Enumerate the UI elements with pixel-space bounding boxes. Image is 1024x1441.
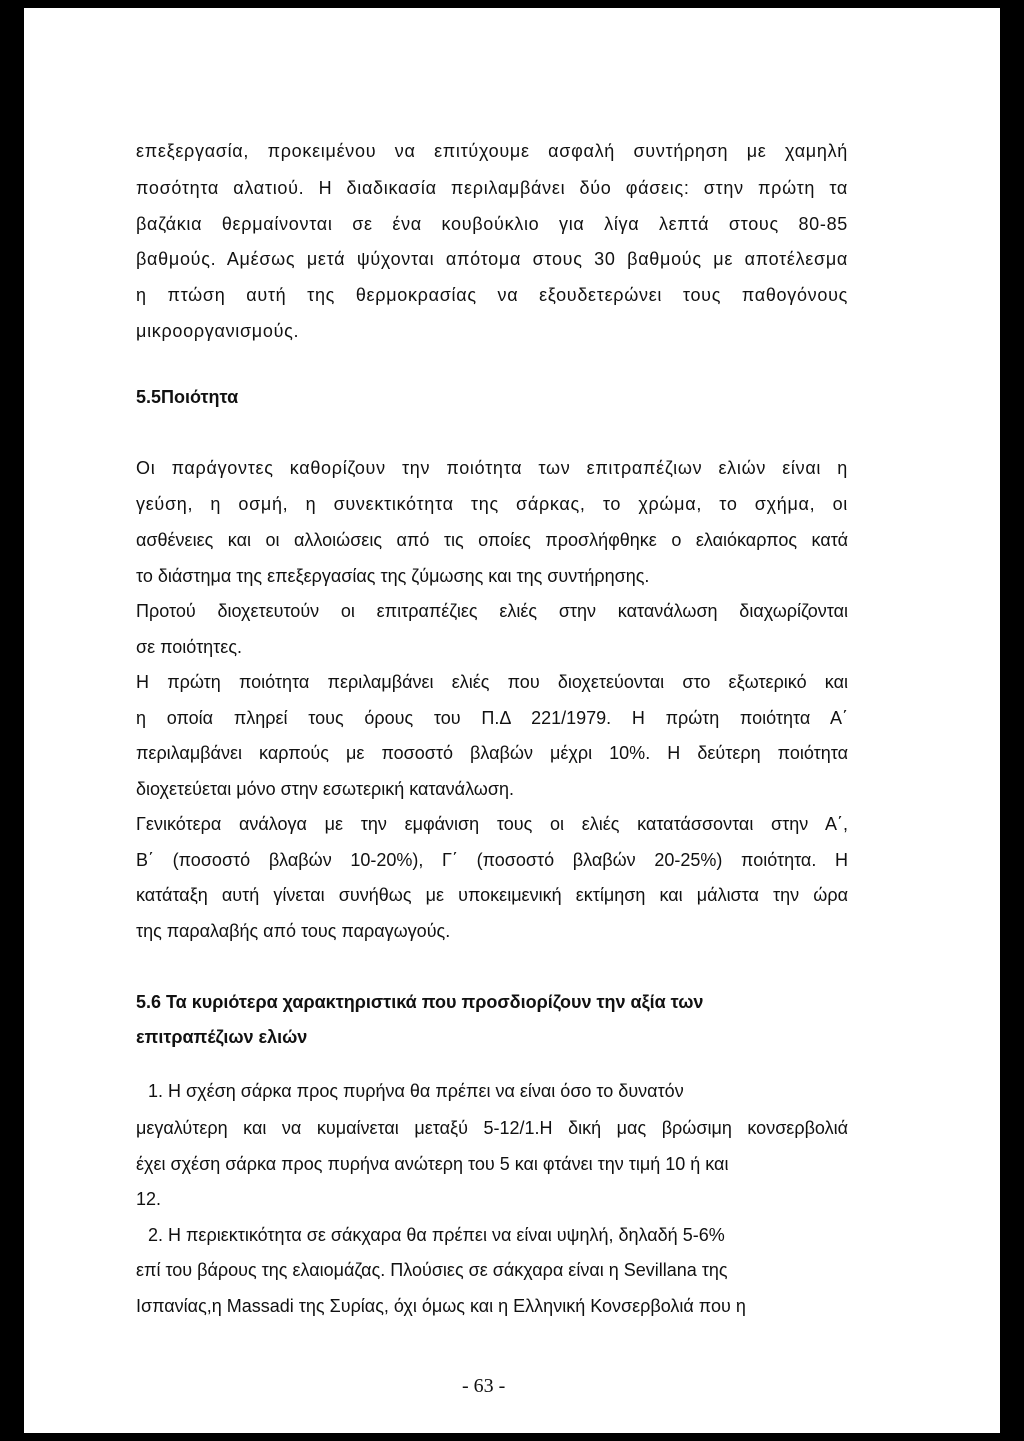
paragraph-line: Γενικότερα ανάλογα με την εμφάνιση τους οι ελιές κατατάσσονται στην Α΄, (136, 814, 848, 834)
paragraph-line: επεξεργασία, προκειμένου να επιτύχουμε ασφαλή συντήρηση με χαμηλή (136, 141, 848, 161)
paragraph-line: της παραλαβής από τους παραγωγούς. (136, 921, 451, 941)
list-item-line: 1. Η σχέση σάρκα προς πυρήνα θα πρέπει να είναι όσο το δυνατόν (148, 1081, 684, 1101)
paragraph-line: Β΄ (ποσοστό βλαβών 10-20%), Γ΄ (ποσοστό βλαβών 20-25%) ποιότητα. Η (136, 850, 848, 870)
paragraph-line: ασθένειες και οι αλλοιώσεις από τις οποίες προσλήφθηκε ο ελαιόκαρπος κατά (136, 530, 848, 550)
list-item-line: έχει σχέση σάρκα προς πυρήνα ανώτερη του 5 και φτάνει την τιμή 10 ή και (136, 1154, 729, 1174)
section-heading: 5.6 Τα κυριότερα χαρακτηριστικά που προσδιορίζουν την αξία των (136, 992, 704, 1012)
list-item-line: επί του βάρους της ελαιομάζας. Πλούσιες σε σάκχαρα είναι η Sevillana της (136, 1260, 728, 1280)
paragraph-line: ποσότητα αλατιού. Η διαδικασία περιλαμβάνει δύο φάσεις: στην πρώτη τα (136, 178, 848, 198)
paragraph-line: Η πρώτη ποιότητα περιλαμβάνει ελιές που διοχετεύονται στο εξωτερικό και (136, 672, 848, 692)
paragraph-line: Οι παράγοντες καθορίζουν την ποιότητα των επιτραπέζιων ελιών είναι η (136, 458, 848, 478)
paragraph-line: μικροοργανισμούς. (136, 321, 300, 341)
list-item-line: 12. (136, 1189, 162, 1209)
list-item-line: Ισπανίας,η Massadi της Συρίας, όχι όμως και η Ελληνική Κονσερβολιά που η (136, 1296, 746, 1316)
document-page (24, 8, 1000, 1433)
paragraph-line: η πτώση αυτή της θερμοκρασίας να εξουδετερώνει τους παθογόνους (136, 285, 848, 305)
section-number: 5.5 (136, 387, 162, 407)
list-item-line: μεγαλύτερη και να κυμαίνεται μεταξύ 5-12/1.Η δική μας βρώσιμη κονσερβολιά (136, 1118, 848, 1138)
paragraph-line: βαζάκια θερμαίνονται σε ένα κουβούκλιο για λίγα λεπτά στους 80-85 (136, 214, 848, 234)
section-heading (136, 386, 238, 408)
list-item-line: 2. Η περιεκτικότητα σε σάκχαρα θα πρέπει να είναι υψηλή, δηλαδή 5-6% (148, 1225, 725, 1245)
page-number: - 63 - (462, 1375, 506, 1397)
paragraph-line: βαθμούς. Αμέσως μετά ψύχονται απότομα στους 30 βαθμούς με αποτέλεσμα (136, 249, 848, 269)
paragraph-line: κατάταξη αυτή γίνεται συνήθως με υποκειμενική εκτίμηση και μάλιστα την ώρα (136, 885, 848, 905)
paragraph-line: γεύση, η οσμή, η συνεκτικότητα της σάρκας, το χρώμα, το σχήμα, οι (136, 494, 848, 514)
section-heading-continued: επιτραπέζιων ελιών (136, 1027, 308, 1047)
paragraph-line: η οποία πληρεί τους όρους του Π.Δ 221/1979. Η πρώτη ποιότητα Α΄ (136, 708, 848, 728)
paragraph-line: περιλαμβάνει καρπούς με ποσοστό βλαβών μέχρι 10%. Η δεύτερη ποιότητα (136, 743, 848, 763)
paragraph-line: σε ποιότητες. (136, 637, 242, 657)
section-title: Ποιότητα (161, 387, 239, 407)
paragraph-line: το διάστημα της επεξεργασίας της ζύμωσης και της συντήρησης. (136, 566, 650, 586)
paragraph-line: Προτού διοχετευτούν οι επιτραπέζιες ελιές στην κατανάλωση διαχωρίζονται (136, 601, 848, 621)
paragraph-line: διοχετεύεται μόνο στην εσωτερική κατανάλωση. (136, 779, 514, 799)
